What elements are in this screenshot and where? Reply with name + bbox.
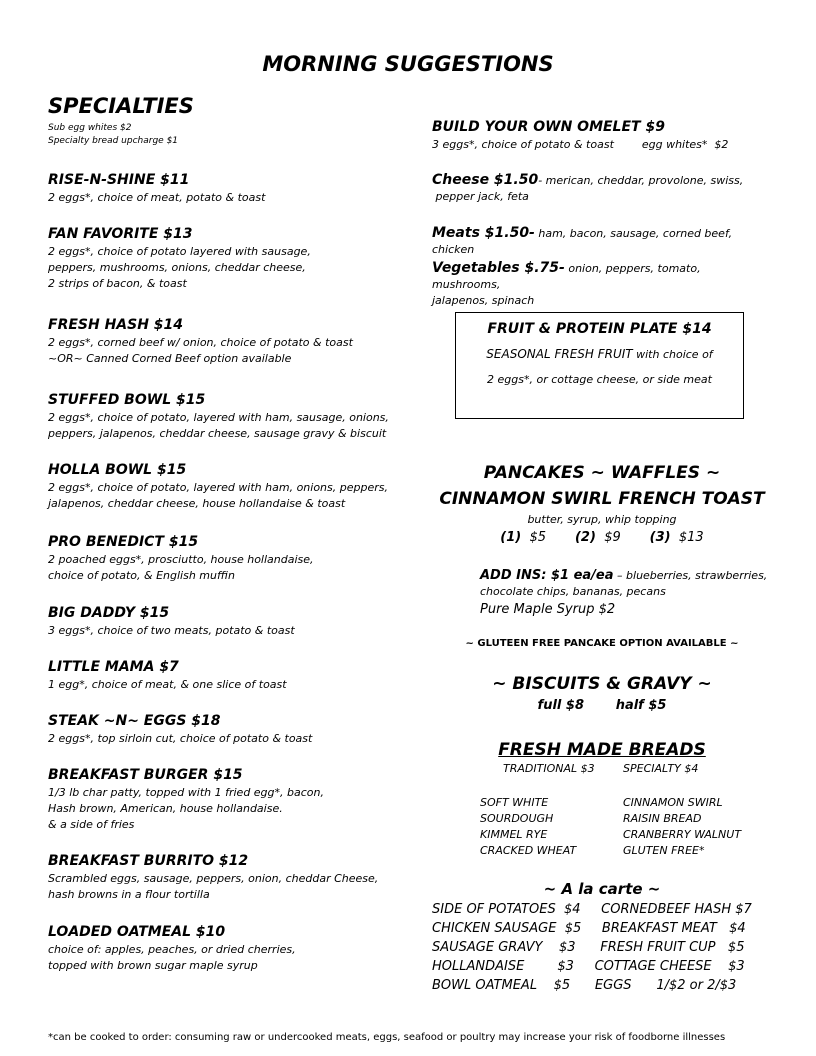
biscuits-half: half $5 xyxy=(615,698,667,713)
fruit-plate-line2: 2 eggs*, or cottage cheese, or side meat xyxy=(487,373,712,386)
menu-item-name: BIG DADDY $15 xyxy=(48,605,170,621)
addins-label: ADD INS: $1 ea/ea xyxy=(480,568,614,583)
bread-traditional: SOFT WHITE xyxy=(480,796,549,809)
menu-item-breakfast-burger xyxy=(48,766,408,833)
menu-item-desc: 2 eggs*, choice of meat, potato & toast xyxy=(48,191,266,204)
specialties-heading: SPECIALTIES xyxy=(48,94,194,118)
fruit-plate-seasonal: SEASONAL FRESH FRUIT xyxy=(486,347,633,361)
cheese-label: Cheese $1.50 xyxy=(432,172,539,188)
menu-item-desc: 2 eggs*, choice of potato layered with sausage, xyxy=(48,245,311,258)
menu-item-name: STUFFED BOWL $15 xyxy=(48,392,206,408)
menu-item-pro-benedict xyxy=(48,533,408,584)
cheese-desc-2: pepper jack, feta xyxy=(432,190,529,203)
menu-item-fresh-hash xyxy=(48,316,408,367)
addins-desc-2: chocolate chips, bananas, pecans xyxy=(480,585,666,598)
omelet-meats xyxy=(432,225,772,258)
menu-item-desc: choice of potato, & English muffin xyxy=(48,569,235,582)
breads-list xyxy=(480,795,741,859)
a-la-carte xyxy=(432,878,772,995)
menu-item-name: FAN FAVORITE $13 xyxy=(48,226,193,242)
bread-traditional: KIMMEL RYE xyxy=(480,828,548,841)
omelet-desc: 3 eggs*, choice of potato & toast egg whites* $2 xyxy=(432,138,729,151)
price-count: (2) xyxy=(574,530,596,545)
menu-item-name: PRO BENEDICT $15 xyxy=(48,534,199,550)
menu-item-desc: hash browns in a flour tortilla xyxy=(48,888,210,901)
cheese-desc: - merican, cheddar, provolone, swiss, xyxy=(538,174,744,187)
meats-desc: ham, bacon, sausage, corned beef, chicken xyxy=(432,227,733,256)
menu-item-desc: peppers, jalapenos, cheddar cheese, sausage gravy & biscuit xyxy=(48,427,387,440)
menu-title: MORNING SUGGESTIONS xyxy=(262,52,554,76)
add-ins xyxy=(480,568,780,620)
specialties-note-egg-whites: Sub egg whites $2 xyxy=(48,123,132,133)
pancakes-heading-1: PANCAKES ~ WAFFLES ~ xyxy=(483,463,721,483)
biscuits-full: full $8 xyxy=(537,698,584,713)
menu-item-desc: 1/3 lb char patty, topped with 1 fried egg*, bacon, xyxy=(48,786,324,799)
veg-desc: onion, peppers, tomato, mushrooms, xyxy=(432,262,701,291)
menu-item-breakfast-burrito xyxy=(48,852,408,903)
breads-traditional: TRADITIONAL $3 xyxy=(503,762,595,775)
biscuits-gravy xyxy=(432,672,772,716)
bread-traditional: SOURDOUGH xyxy=(480,812,554,825)
addins-desc: – blueberries, strawberries, xyxy=(613,569,768,582)
menu-item-desc: Hash brown, American, house hollandaise. xyxy=(48,802,283,815)
fruit-plate-line1 xyxy=(456,347,743,361)
price-count: (1) xyxy=(500,530,522,545)
omelet-vegetables xyxy=(432,260,772,309)
menu-item-desc: 2 strips of bacon, & toast xyxy=(48,277,187,290)
breads-heading: FRESH MADE BREADS xyxy=(498,740,706,760)
bread-specialty: CRANBERRY WALNUT xyxy=(623,828,742,841)
menu-item-desc: 2 eggs*, corned beef w/ onion, choice of potato & toast xyxy=(48,336,353,349)
a-la-carte-row: HOLLANDAISE $3 COTTAGE CHEESE $3 xyxy=(432,959,745,974)
menu-item-stuffed-bowl xyxy=(48,391,408,442)
menu-item-name: RISE-N-SHINE $11 xyxy=(48,172,190,188)
veg-desc-2: jalapenos, spinach xyxy=(432,294,535,307)
a-la-carte-heading: ~ A la carte ~ xyxy=(543,880,661,898)
menu-item-rise-n-shine xyxy=(48,171,408,206)
a-la-carte-row: BOWL OATMEAL $5 EGGS 1/$2 or 2/$3 xyxy=(432,978,737,993)
breads-subheads xyxy=(503,762,698,775)
pancakes-prices xyxy=(432,528,772,548)
menu-item-desc: 2 poached eggs*, prosciutto, house hollandaise, xyxy=(48,553,314,566)
menu-item-big-daddy xyxy=(48,604,408,639)
menu-item-desc: ~OR~ Canned Corned Beef option available xyxy=(48,352,292,365)
menu-item-desc: peppers, mushrooms, onions, cheddar cheese, xyxy=(48,261,306,274)
menu-item-desc: topped with brown sugar maple syrup xyxy=(48,959,258,972)
omelet-section xyxy=(432,118,772,153)
pancakes-heading-2: CINNAMON SWIRL FRENCH TOAST xyxy=(439,489,765,509)
menu-item-desc: jalapenos, cheddar cheese, house hollandaise & toast xyxy=(48,497,346,510)
omelet-cheese xyxy=(432,172,772,205)
gluten-free-note: ~ GLUTEEN FREE PANCAKE OPTION AVAILABLE ~ xyxy=(465,638,739,649)
biscuits-heading: ~ BISCUITS & GRAVY ~ xyxy=(492,674,712,694)
menu-item-desc: Scrambled eggs, sausage, peppers, onion, cheddar Cheese, xyxy=(48,872,379,885)
menu-item-fan-favorite xyxy=(48,225,408,292)
menu-item-name: LOADED OATMEAL $10 xyxy=(48,924,226,940)
breads-specialty: SPECIALTY $4 xyxy=(623,762,699,775)
bread-row xyxy=(480,843,741,859)
price-value: $13 xyxy=(678,530,704,545)
menu-item-name: STEAK ~N~ EGGS $18 xyxy=(48,713,221,729)
specialties-note-bread: Specialty bread upcharge $1 xyxy=(48,136,179,146)
price-value: $9 xyxy=(604,530,621,545)
fruit-protein-plate-box xyxy=(455,312,744,419)
meats-label: Meats $1.50- xyxy=(432,225,535,241)
menu-item-loaded-oatmeal xyxy=(48,923,408,974)
a-la-carte-row: SIDE OF POTATOES $4 CORNEDBEEF HASH $7 xyxy=(432,902,752,917)
menu-item-desc: & a side of fries xyxy=(48,818,135,831)
menu-item-holla-bowl xyxy=(48,461,408,512)
maple-syrup: Pure Maple Syrup $2 xyxy=(480,602,616,617)
menu-item-name: FRESH HASH $14 xyxy=(48,317,184,333)
a-la-carte-row: CHICKEN SAUSAGE $5 BREAKFAST MEAT $4 xyxy=(432,921,746,936)
menu-item-desc: 2 eggs*, top sirloin cut, choice of potato & toast xyxy=(48,732,313,745)
fruit-plate-choice: with choice of xyxy=(632,348,713,361)
bread-specialty: GLUTEN FREE* xyxy=(623,844,705,857)
menu-item-desc: 2 eggs*, choice of potato, layered with ham, onions, peppers, xyxy=(48,481,388,494)
omelet-name: BUILD YOUR OWN OMELET $9 xyxy=(432,119,665,135)
menu-item-name: BREAKFAST BURRITO $12 xyxy=(48,853,249,869)
bread-row xyxy=(480,811,741,827)
menu-item-desc: 1 egg*, choice of meat, & one slice of toast xyxy=(48,678,287,691)
menu-item-desc: choice of: apples, peaches, or dried cherries, xyxy=(48,943,296,956)
bread-row xyxy=(480,795,741,811)
breads-section xyxy=(432,738,772,762)
biscuits-prices xyxy=(432,696,772,716)
veg-label: Vegetables $.75- xyxy=(432,260,565,276)
fruit-plate-name: FRUIT & PROTEIN PLATE $14 xyxy=(487,321,712,337)
price-value: $5 xyxy=(529,530,547,545)
bread-specialty: CINNAMON SWIRL xyxy=(623,796,723,809)
pancakes-toppings: butter, syrup, whip topping xyxy=(527,513,677,526)
menu-item-name: LITTLE MAMA $7 xyxy=(48,659,179,675)
menu-item-desc: 3 eggs*, choice of two meats, potato & toast xyxy=(48,624,295,637)
menu-item-desc: 2 eggs*, choice of potato, layered with ham, sausage, onions, xyxy=(48,411,389,424)
bread-row xyxy=(480,827,741,843)
a-la-carte-row: SAUSAGE GRAVY $3 FRESH FRUIT CUP $5 xyxy=(432,940,745,955)
bread-specialty: RAISIN BREAD xyxy=(623,812,702,825)
menu-item-name: HOLLA BOWL $15 xyxy=(48,462,187,478)
menu-item-steak-n-eggs xyxy=(48,712,408,747)
menu-item-name: BREAKFAST BURGER $15 xyxy=(48,767,243,783)
footer-disclaimer: *can be cooked to order: consuming raw or undercooked meats, eggs, seafood or poultry may increase your risk of foodborne illnesses xyxy=(48,1032,726,1043)
pancakes-section xyxy=(432,460,772,548)
menu-item-little-mama xyxy=(48,658,408,693)
bread-traditional: CRACKED WHEAT xyxy=(480,844,577,857)
price-count: (3) xyxy=(649,530,671,545)
